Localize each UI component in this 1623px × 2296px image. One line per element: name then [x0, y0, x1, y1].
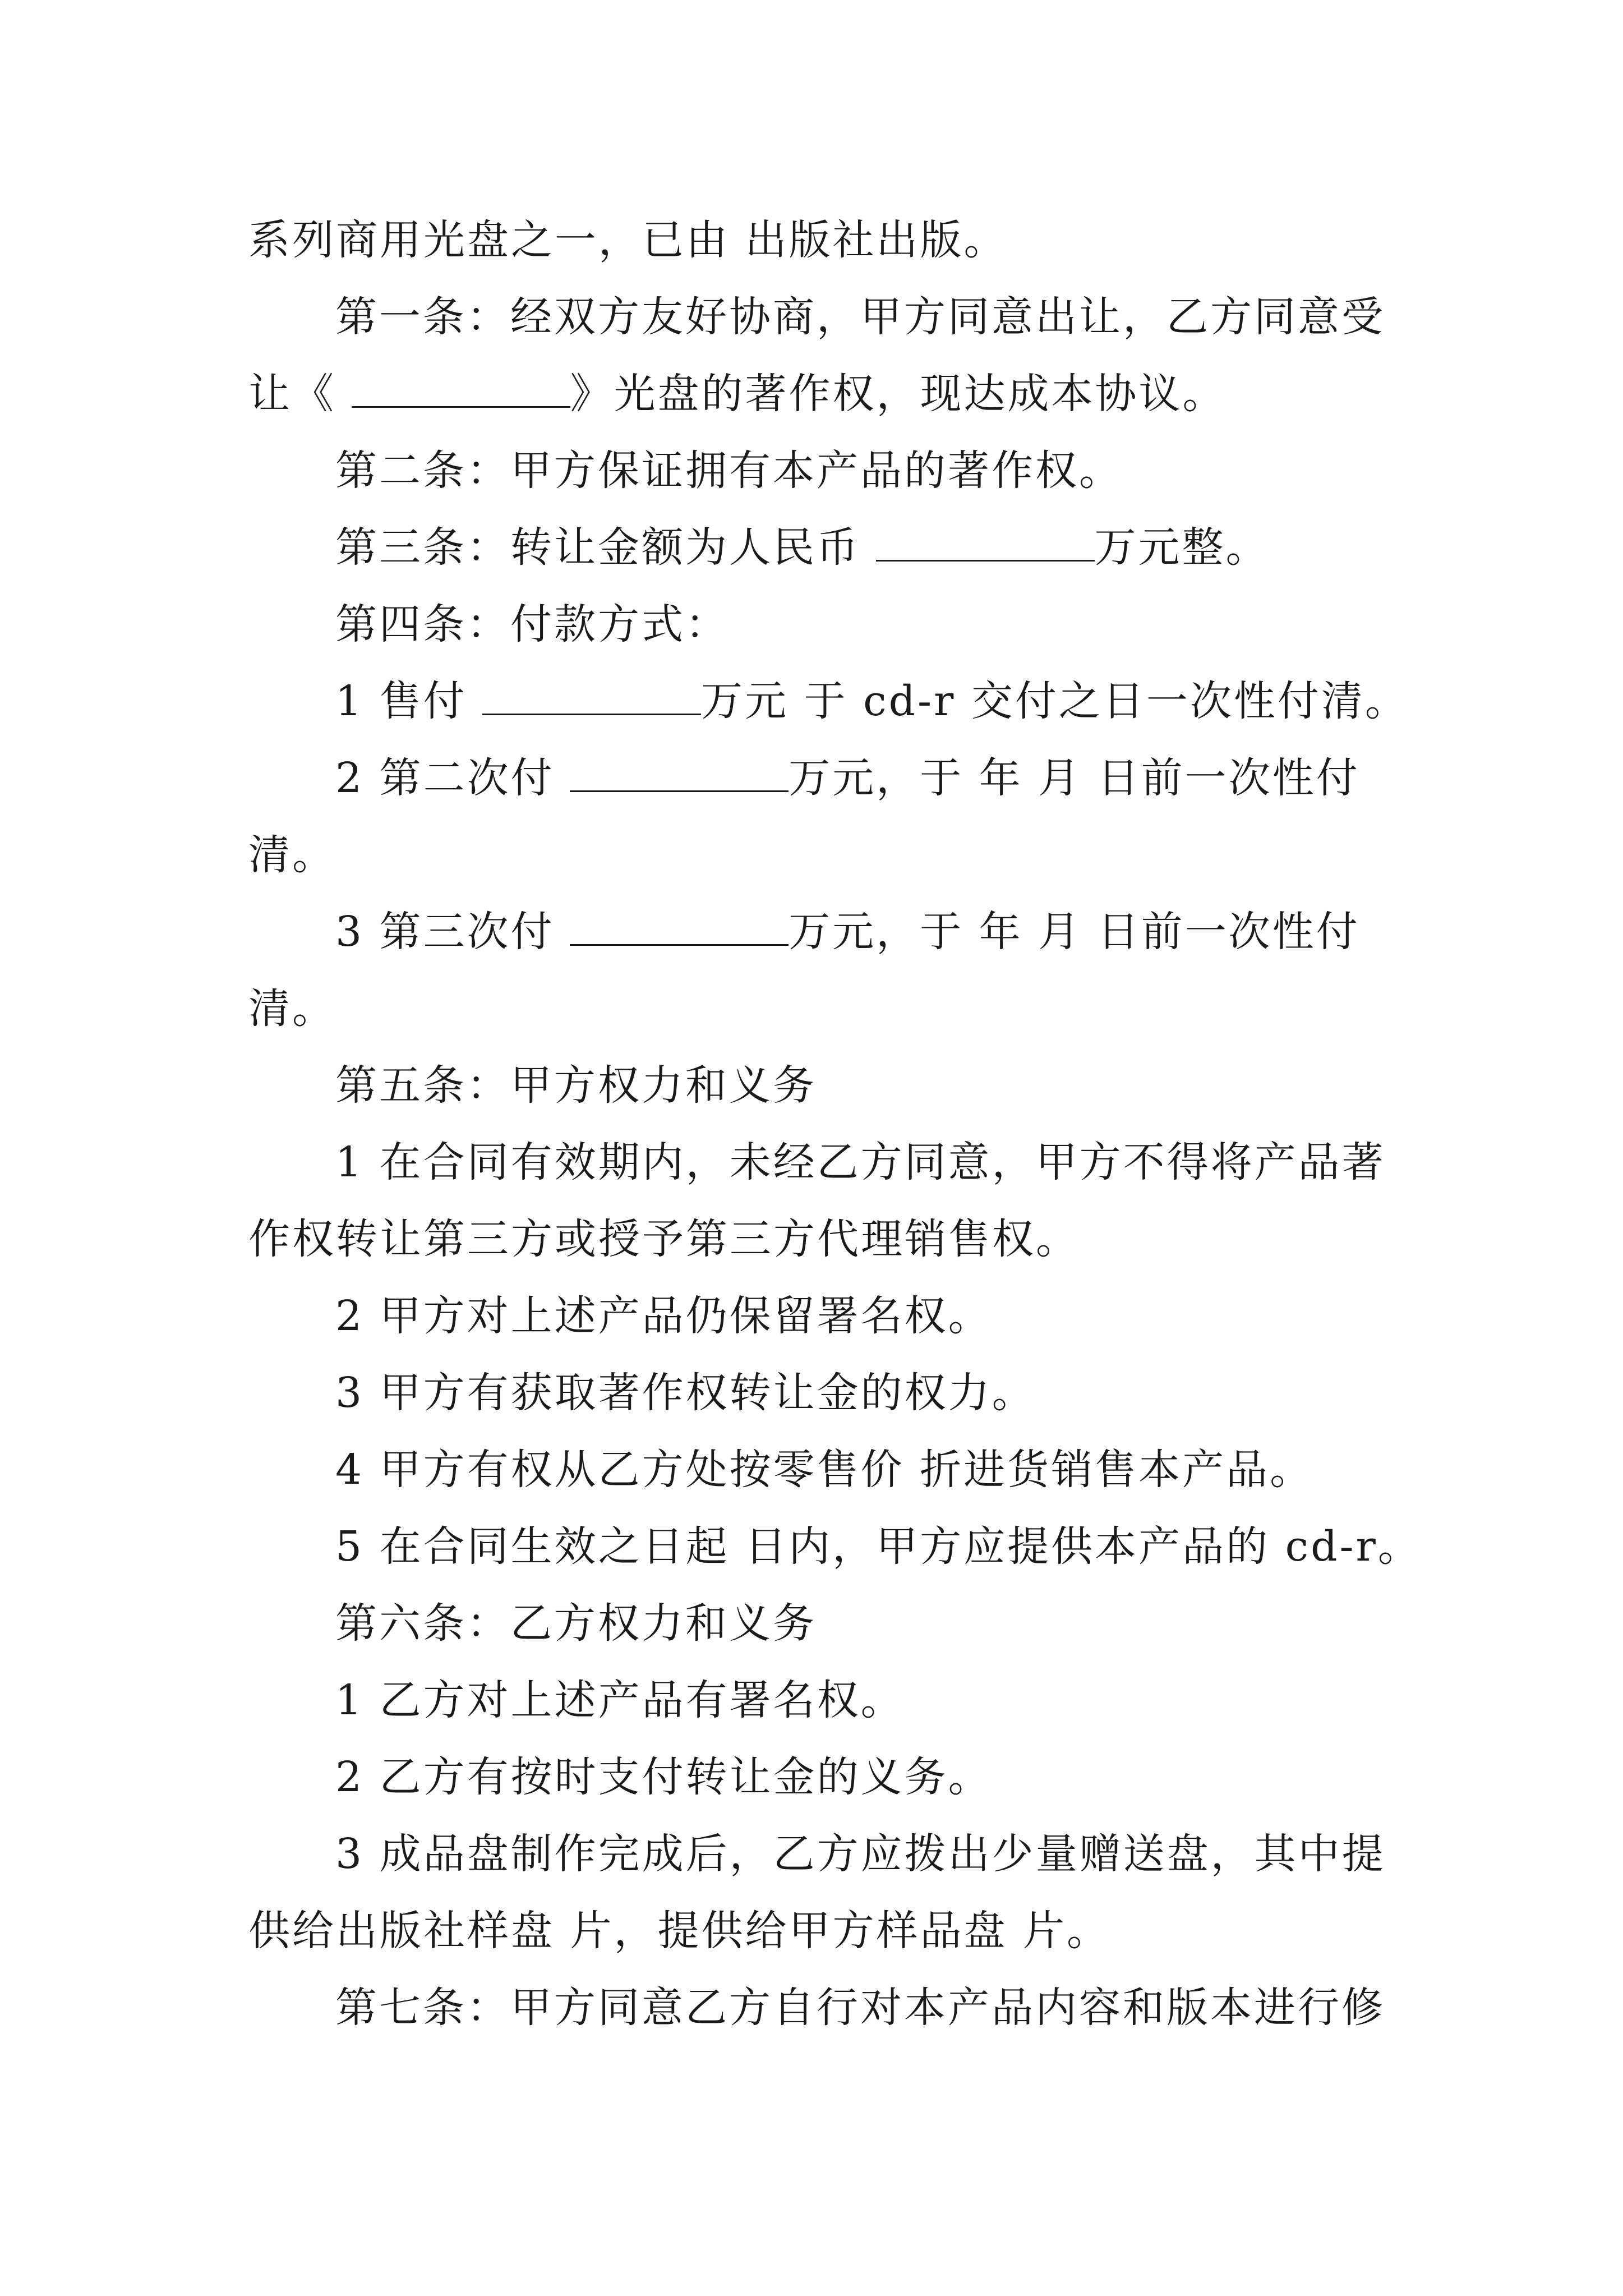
line-text: 系列商用光盘之一，已由 出版社出版。 — [248, 216, 1008, 264]
line-text-after: 万元整。 — [1094, 523, 1270, 572]
payment-item-2 — [248, 740, 1381, 817]
article-5-line — [248, 1047, 1381, 1124]
paragraph-line — [248, 202, 1381, 279]
line-text: 供给出版社样盘 片，提供给甲方样品盘 片。 — [248, 1907, 1111, 1955]
line-text: 第七条：甲方同意乙方自行对本产品内容和版本进行修 — [335, 1984, 1385, 2032]
payment-item-3 — [248, 894, 1381, 970]
line-text-after: 》光盘的著作权，现达成本协议。 — [570, 370, 1227, 418]
line-text-before: 第三条：转让金额为人民币 — [335, 523, 876, 572]
article-2-line — [248, 432, 1381, 509]
article-6-line — [248, 1585, 1381, 1662]
line-text-before: 让《 — [248, 370, 352, 418]
party-b-item-3 — [248, 1816, 1386, 1893]
paragraph-line — [248, 356, 1381, 432]
line-text-before: 2 第二次付 — [335, 754, 570, 802]
line-text: 第二条：甲方保证拥有本产品的著作权。 — [335, 447, 1123, 495]
paragraph-line — [248, 817, 1381, 894]
party-a-item-1 — [248, 1124, 1386, 1201]
line-text: 清。 — [248, 831, 336, 879]
title-blank — [352, 375, 570, 408]
line-text: 1 在合同有效期内，未经乙方同意，甲方不得将产品著 — [335, 1138, 1386, 1186]
line-text: 第四条：付款方式： — [335, 600, 729, 648]
line-text-after: 万元，于 年 月 日前一次性付 — [789, 908, 1360, 956]
paragraph-line — [248, 1201, 1381, 1278]
line-text: 3 成品盘制作完成后，乙方应拨出少量赠送盘，其中提 — [335, 1830, 1386, 1878]
payment-1-blank — [482, 682, 701, 715]
article-4-line — [248, 586, 1381, 663]
article-1-line — [248, 279, 1385, 356]
party-a-item-2 — [248, 1278, 1381, 1355]
party-a-item-4 — [248, 1432, 1381, 1508]
line-text: 作权转让第三方或授予第三方代理销售权。 — [248, 1215, 1080, 1263]
payment-item-1 — [248, 663, 1409, 740]
line-text: 5 在合同生效之日起 日内，甲方应提供本产品的 cd-r。 — [335, 1522, 1422, 1571]
contract-body — [248, 202, 1422, 2046]
party-b-item-1 — [248, 1662, 1381, 1739]
line-text: 第五条：甲方权力和义务 — [335, 1061, 817, 1110]
line-text: 第六条：乙方权力和义务 — [335, 1599, 817, 1648]
article-3-line — [248, 509, 1381, 586]
line-text-after: 万元 于 cd-r 交付之日一次性付清。 — [701, 677, 1409, 725]
line-text: 2 甲方对上述产品仍保留署名权。 — [335, 1292, 992, 1340]
line-text: 4 甲方有权从乙方处按零售价 折进货销售本产品。 — [335, 1446, 1314, 1494]
line-text-after: 万元，于 年 月 日前一次性付 — [789, 754, 1360, 802]
line-text: 3 甲方有获取著作权转让金的权力。 — [335, 1369, 1036, 1417]
line-text-before: 1 售付 — [335, 677, 483, 725]
article-7-line — [248, 1970, 1385, 2046]
line-text: 2 乙方有按时支付转让金的义务。 — [335, 1753, 992, 1801]
party-b-item-2 — [248, 1739, 1381, 1816]
payment-2-blank — [570, 759, 789, 792]
party-a-item-3 — [248, 1355, 1381, 1432]
line-text: 清。 — [248, 984, 336, 1033]
paragraph-line — [248, 970, 1381, 1047]
party-a-item-5 — [248, 1508, 1422, 1585]
amount-blank — [876, 528, 1095, 562]
payment-3-blank — [570, 913, 789, 946]
line-text-before: 3 第三次付 — [335, 908, 570, 956]
line-text: 1 乙方对上述产品有署名权。 — [335, 1676, 905, 1724]
paragraph-line — [248, 1893, 1381, 1970]
line-text: 第一条：经双方友好协商，甲方同意出让，乙方同意受 — [335, 293, 1385, 341]
